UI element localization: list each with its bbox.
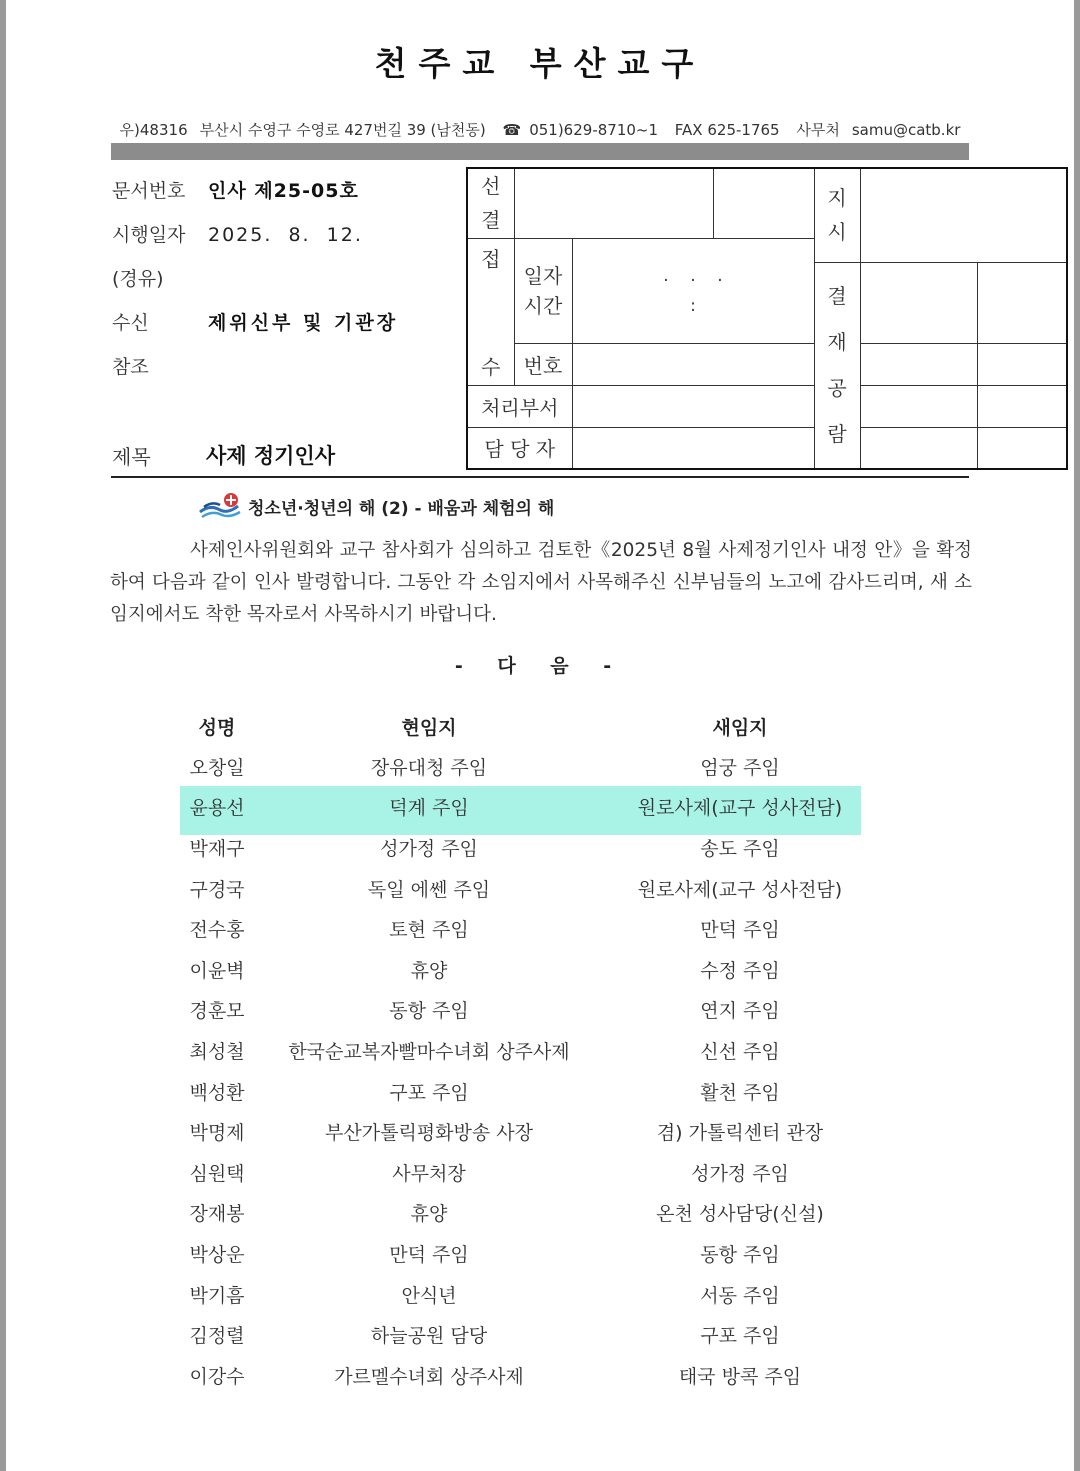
- phone-icon: ☎: [502, 121, 522, 139]
- street-address: 부산시 수영구 수영로 427번길 39 (남천동): [199, 121, 486, 139]
- priest-name: 오창일: [189, 756, 245, 779]
- processing-dept-cell[interactable]: [572, 385, 814, 427]
- header-new-post: 새임지: [712, 716, 768, 739]
- announcement-text: 사제인사위원회와 교구 참사회가 심의하고 검토한《2025년 8월 사제정기인사 내정 안》을 확정하여 다음과 같이 인사 발령합니다. 그동안 각 소임지에서 사목해주신 신부님들의 노고에 감사드리며, 새 소임지에서도 착한 목자로서 사목하시기 바랍니다.: [110, 540, 972, 625]
- current-post: 하늘공원 담당: [370, 1325, 488, 1348]
- reference-row: [112, 352, 149, 379]
- doc-number-row: [112, 176, 359, 203]
- receipt-date-time-values[interactable]: [572, 238, 814, 343]
- office-label: 사무처: [796, 121, 840, 139]
- priest-name: 이강수: [189, 1365, 245, 1388]
- new-post: 구포 주임: [700, 1325, 780, 1348]
- table-row: [178, 949, 878, 990]
- table-row: [178, 1030, 878, 1071]
- priest-name: 이윤벽: [189, 959, 245, 982]
- new-post: 신선 주임: [700, 1040, 780, 1063]
- subject-underline: [111, 476, 969, 478]
- new-post: 동항 주임: [700, 1243, 780, 1266]
- phone-number: 051)629-8710~1: [529, 121, 659, 139]
- current-post: 한국순교복자빨마수녀회 상주사제: [288, 1040, 570, 1063]
- date-row: [112, 220, 363, 247]
- subject-title: 사제 정기인사: [206, 444, 336, 468]
- recipient-label: 수신: [112, 312, 149, 334]
- receipt-time-value: :: [690, 295, 696, 316]
- date-value: 2025. 8. 12.: [208, 224, 363, 246]
- receipt-number-cell[interactable]: [572, 343, 814, 385]
- new-post: 태국 방콕 주임: [678, 1365, 802, 1388]
- approval-stamp-table: [466, 167, 1068, 470]
- person-in-charge-label: 담 당 자: [467, 427, 572, 469]
- new-post: 송도 주임: [700, 837, 780, 860]
- recipient-row: [112, 308, 398, 335]
- receipt-label: 접 수: [467, 238, 514, 385]
- priest-name: 박상운: [189, 1243, 245, 1266]
- priest-name: 경훈모: [189, 1000, 245, 1023]
- date-label: 시행일자: [112, 224, 186, 246]
- table-row: [178, 1355, 878, 1396]
- priest-name: 박명제: [189, 1122, 245, 1145]
- new-post: 수정 주임: [700, 959, 780, 982]
- receipt-date-value: . . .: [663, 265, 723, 286]
- new-post: 원로사제(교구 성사전담): [637, 797, 843, 820]
- new-post: 활천 주임: [700, 1081, 780, 1104]
- email: samu@catb.kr: [851, 121, 961, 139]
- new-post: 연지 주임: [700, 1000, 780, 1023]
- priest-name: 심원택: [189, 1162, 245, 1185]
- current-post: 가르멜수녀회 상주사제: [334, 1365, 524, 1388]
- org-title: 천주교 부산교구: [374, 44, 706, 83]
- new-post: 원로사제(교구 성사전담): [637, 878, 843, 901]
- priest-name: 최성철: [189, 1040, 245, 1063]
- priest-name: 장재봉: [189, 1203, 245, 1226]
- current-post: 덕계 주임: [389, 797, 469, 820]
- circulation-cell-3b[interactable]: [977, 385, 1067, 427]
- receipt-number-label: 번호: [514, 343, 572, 385]
- new-post: 엄궁 주임: [700, 756, 780, 779]
- current-post: 부산가톨릭평화방송 사장: [325, 1122, 533, 1145]
- circulation-cell-1a[interactable]: [860, 262, 977, 343]
- table-row: [178, 1111, 878, 1152]
- pre-approval-label: 선 결: [467, 168, 514, 238]
- circulation-cell-4b[interactable]: [977, 427, 1067, 469]
- table-row: [178, 868, 878, 909]
- announcement-body: [110, 535, 972, 631]
- circulation-cell-2b[interactable]: [977, 343, 1067, 385]
- current-post: 성가정 주임: [380, 837, 478, 860]
- new-post: 겸) 가톨릭센터 관장: [656, 1122, 824, 1145]
- header-name: 성명: [198, 716, 236, 739]
- current-post: 사무처장: [392, 1162, 466, 1185]
- table-row: [178, 1152, 878, 1193]
- subject-label: 제목: [112, 445, 151, 469]
- table-row: [178, 827, 878, 868]
- table-row: [178, 1314, 878, 1355]
- current-post: 휴양: [410, 959, 448, 982]
- assignment-table: [178, 706, 878, 1396]
- receipt-date-time-labels: [514, 238, 572, 343]
- processing-dept-label: 처리부서: [467, 385, 572, 427]
- table-row: [178, 1233, 878, 1274]
- priest-name: 박기흠: [189, 1284, 245, 1307]
- via-label: (경유): [112, 268, 164, 290]
- new-post: 성가정 주임: [691, 1162, 789, 1185]
- table-row: [178, 787, 878, 828]
- doc-number-label: 문서번호: [112, 180, 186, 202]
- table-row: [178, 1274, 878, 1315]
- address-line: [0, 119, 1080, 140]
- table-row: [178, 1193, 878, 1234]
- instruction-cell[interactable]: [860, 168, 1067, 262]
- current-post: 토현 주임: [389, 919, 469, 942]
- year-theme-text: 청소년·청년의 해 (2) - 배움과 체험의 해: [248, 498, 555, 519]
- approval-circulation-label: 결 재 공 람: [814, 262, 860, 469]
- receipt-date-label: 일자: [523, 263, 563, 288]
- header-divider-bar: [111, 143, 969, 160]
- table-header-row: [178, 706, 878, 746]
- circulation-cell-1b[interactable]: [977, 262, 1067, 343]
- current-post: 휴양: [410, 1203, 448, 1226]
- priest-name: 전수홍: [189, 919, 245, 942]
- postal-code: 우)48316: [119, 121, 188, 139]
- diocese-logo-icon: [198, 492, 242, 520]
- recipient-value: 제위신부 및 기관장: [208, 312, 399, 334]
- new-post: 온천 성사담당(신설): [656, 1203, 824, 1226]
- current-post: 안식년: [401, 1284, 457, 1307]
- pre-approval-cell-2[interactable]: [713, 168, 814, 238]
- priest-name: 박재구: [189, 837, 245, 860]
- priest-name: 구경국: [189, 878, 245, 901]
- table-row: [178, 990, 878, 1031]
- fax-number: FAX 625-1765: [674, 121, 780, 139]
- current-post: 구포 주임: [389, 1081, 469, 1104]
- table-row: [178, 908, 878, 949]
- circulation-cell-4a[interactable]: [860, 427, 977, 469]
- receipt-time-label: 시간: [523, 293, 563, 318]
- current-post: 만덕 주임: [389, 1243, 469, 1266]
- priest-name: 윤용선: [189, 797, 245, 820]
- person-in-charge-cell[interactable]: [572, 427, 814, 469]
- doc-number: 인사 제25-05호: [208, 180, 359, 202]
- current-post: 장유대청 주임: [370, 756, 488, 779]
- via-row: [112, 264, 164, 291]
- priest-name: 김정렬: [189, 1325, 245, 1348]
- circulation-cell-2a[interactable]: [860, 343, 977, 385]
- new-post: 만덕 주임: [700, 919, 780, 942]
- year-theme-banner: [198, 492, 554, 520]
- priest-name: 백성환: [189, 1081, 245, 1104]
- page-edge-left: [0, 0, 6, 1471]
- page-edge-right: [1074, 0, 1080, 1471]
- current-post: 독일 에쎈 주임: [367, 878, 491, 901]
- new-post: 서동 주임: [700, 1284, 780, 1307]
- table-row: [178, 746, 878, 787]
- next-heading: - 다 음 -: [454, 655, 626, 677]
- instruction-label: 지 시: [814, 168, 860, 262]
- current-post: 동항 주임: [389, 1000, 469, 1023]
- table-row: [178, 1071, 878, 1112]
- reference-label: 참조: [112, 356, 149, 378]
- circulation-cell-3a[interactable]: [860, 385, 977, 427]
- header-current-post: 현임지: [401, 716, 457, 739]
- pre-approval-cell-1[interactable]: [514, 168, 713, 238]
